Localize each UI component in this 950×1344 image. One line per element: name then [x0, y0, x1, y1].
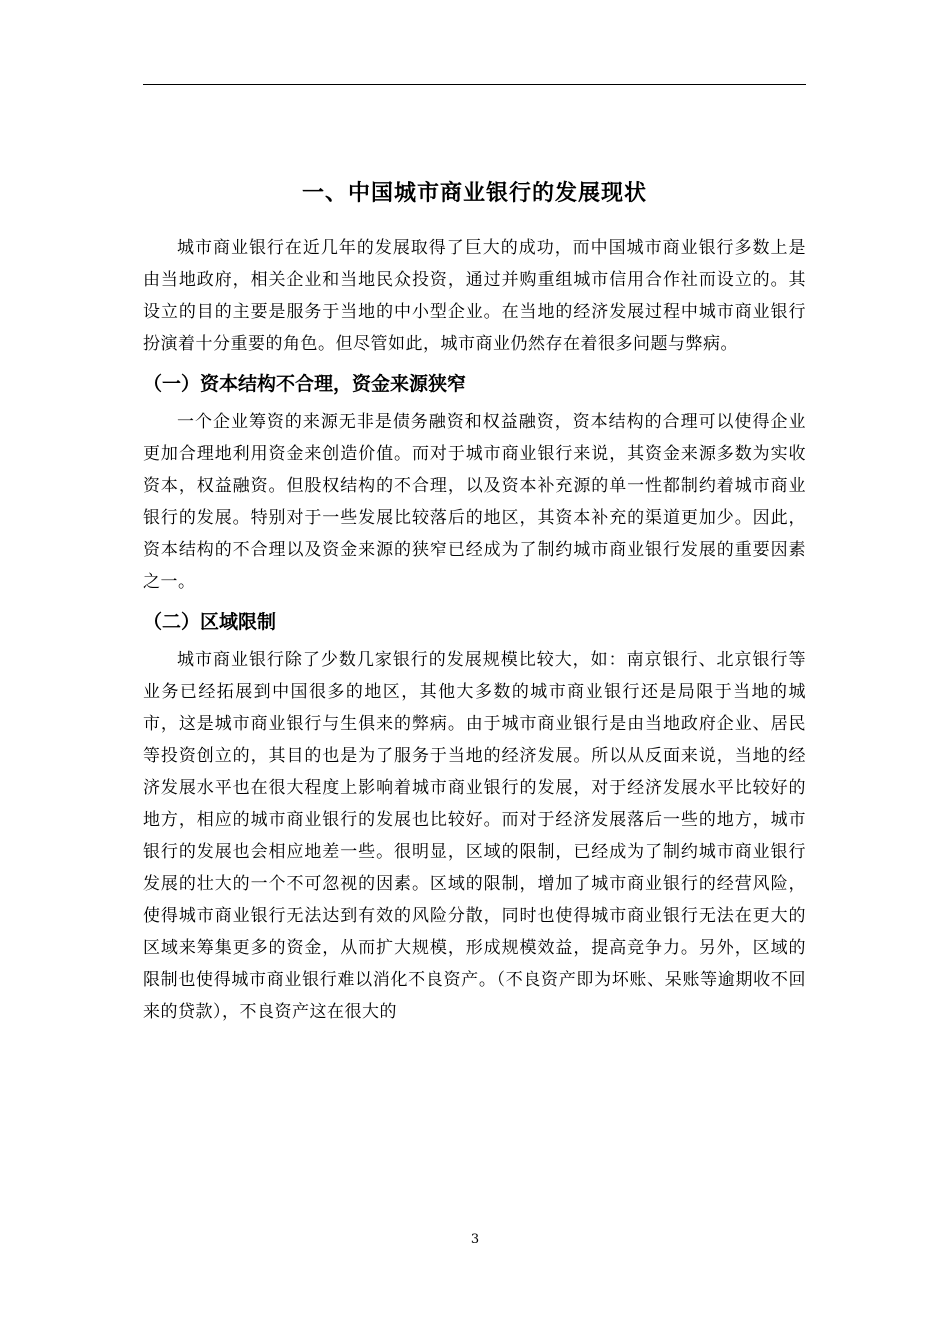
section-heading-capital-structure: （一）资本结构不合理，资金来源狭窄	[143, 373, 467, 395]
section-heading-regional-limits: （二）区域限制	[143, 611, 277, 633]
header-rule	[143, 84, 806, 85]
document-body	[143, 170, 806, 1028]
page-number: 3	[470, 1232, 480, 1247]
chapter-title: 一、中国城市商业银行的发展现状	[301, 181, 647, 206]
section-paragraph-regional-limits: 城市商业银行除了少数几家银行的发展规模比较大，如：南京银行、北京银行等业务已经拓展到中国很多的地区，其他大多数的城市商业银行还是局限于当地的城市，这是城市商业银行与生俱来的弊病。由于城市商业银行是由当地政府企业、居民等投资创立的，其目的也是为了服务于当地的经济发展。所以从反面来说，当地的经济发展水平也在很大程度上影响着城市商业银行的发展，对于经济发展水平比较好的地方，相应的城市商业银行的发展也比较好。而对于经济发展落后一些的地方，城市银行的发展也会相应地差一些。很明显，区域的限制，已经成为了制约城市商业银行发展的壮大的一个不可忽视的因素。区域的限制，增加了城市商业银行的经营风险，使得城市商业银行无法达到有效的风险分散，同时也使得城市商业银行无法在更大的区域来筹集更多的资金，从而扩大规模，形成规模效益，提高竞争力。另外，区域的限制也使得城市商业银行难以消化不良资产。（不良资产即为坏账、呆账等逾期收不回来的贷款），不良资产这在很大的	[143, 650, 806, 1022]
intro-paragraph: 城市商业银行在近几年的发展取得了巨大的成功，而中国城市商业银行多数上是由当地政府，相关企业和当地民众投资，通过并购重组城市信用合作社而设立的。其设立的目的主要是服务于当地的中小型企业。在当地的经济发展过程中城市商业银行扮演着十分重要的角色。但尽管如此，城市商业仍然存在着很多问题与弊病。	[143, 238, 806, 354]
section-paragraph-capital-structure: 一个企业筹资的来源无非是债务融资和权益融资，资本结构的合理可以使得企业更加合理地利用资金来创造价值。而对于城市商业银行来说，其资金来源多数为实收资本，权益融资。但股权结构的不合理，以及资本补充源的单一性都制约着城市商业银行的发展。特别对于一些发展比较落后的地区，其资本补充的渠道更加少。因此，资本结构的不合理以及资金来源的狭窄已经成为了制约城市商业银行发展的重要因素之一。	[143, 412, 806, 592]
